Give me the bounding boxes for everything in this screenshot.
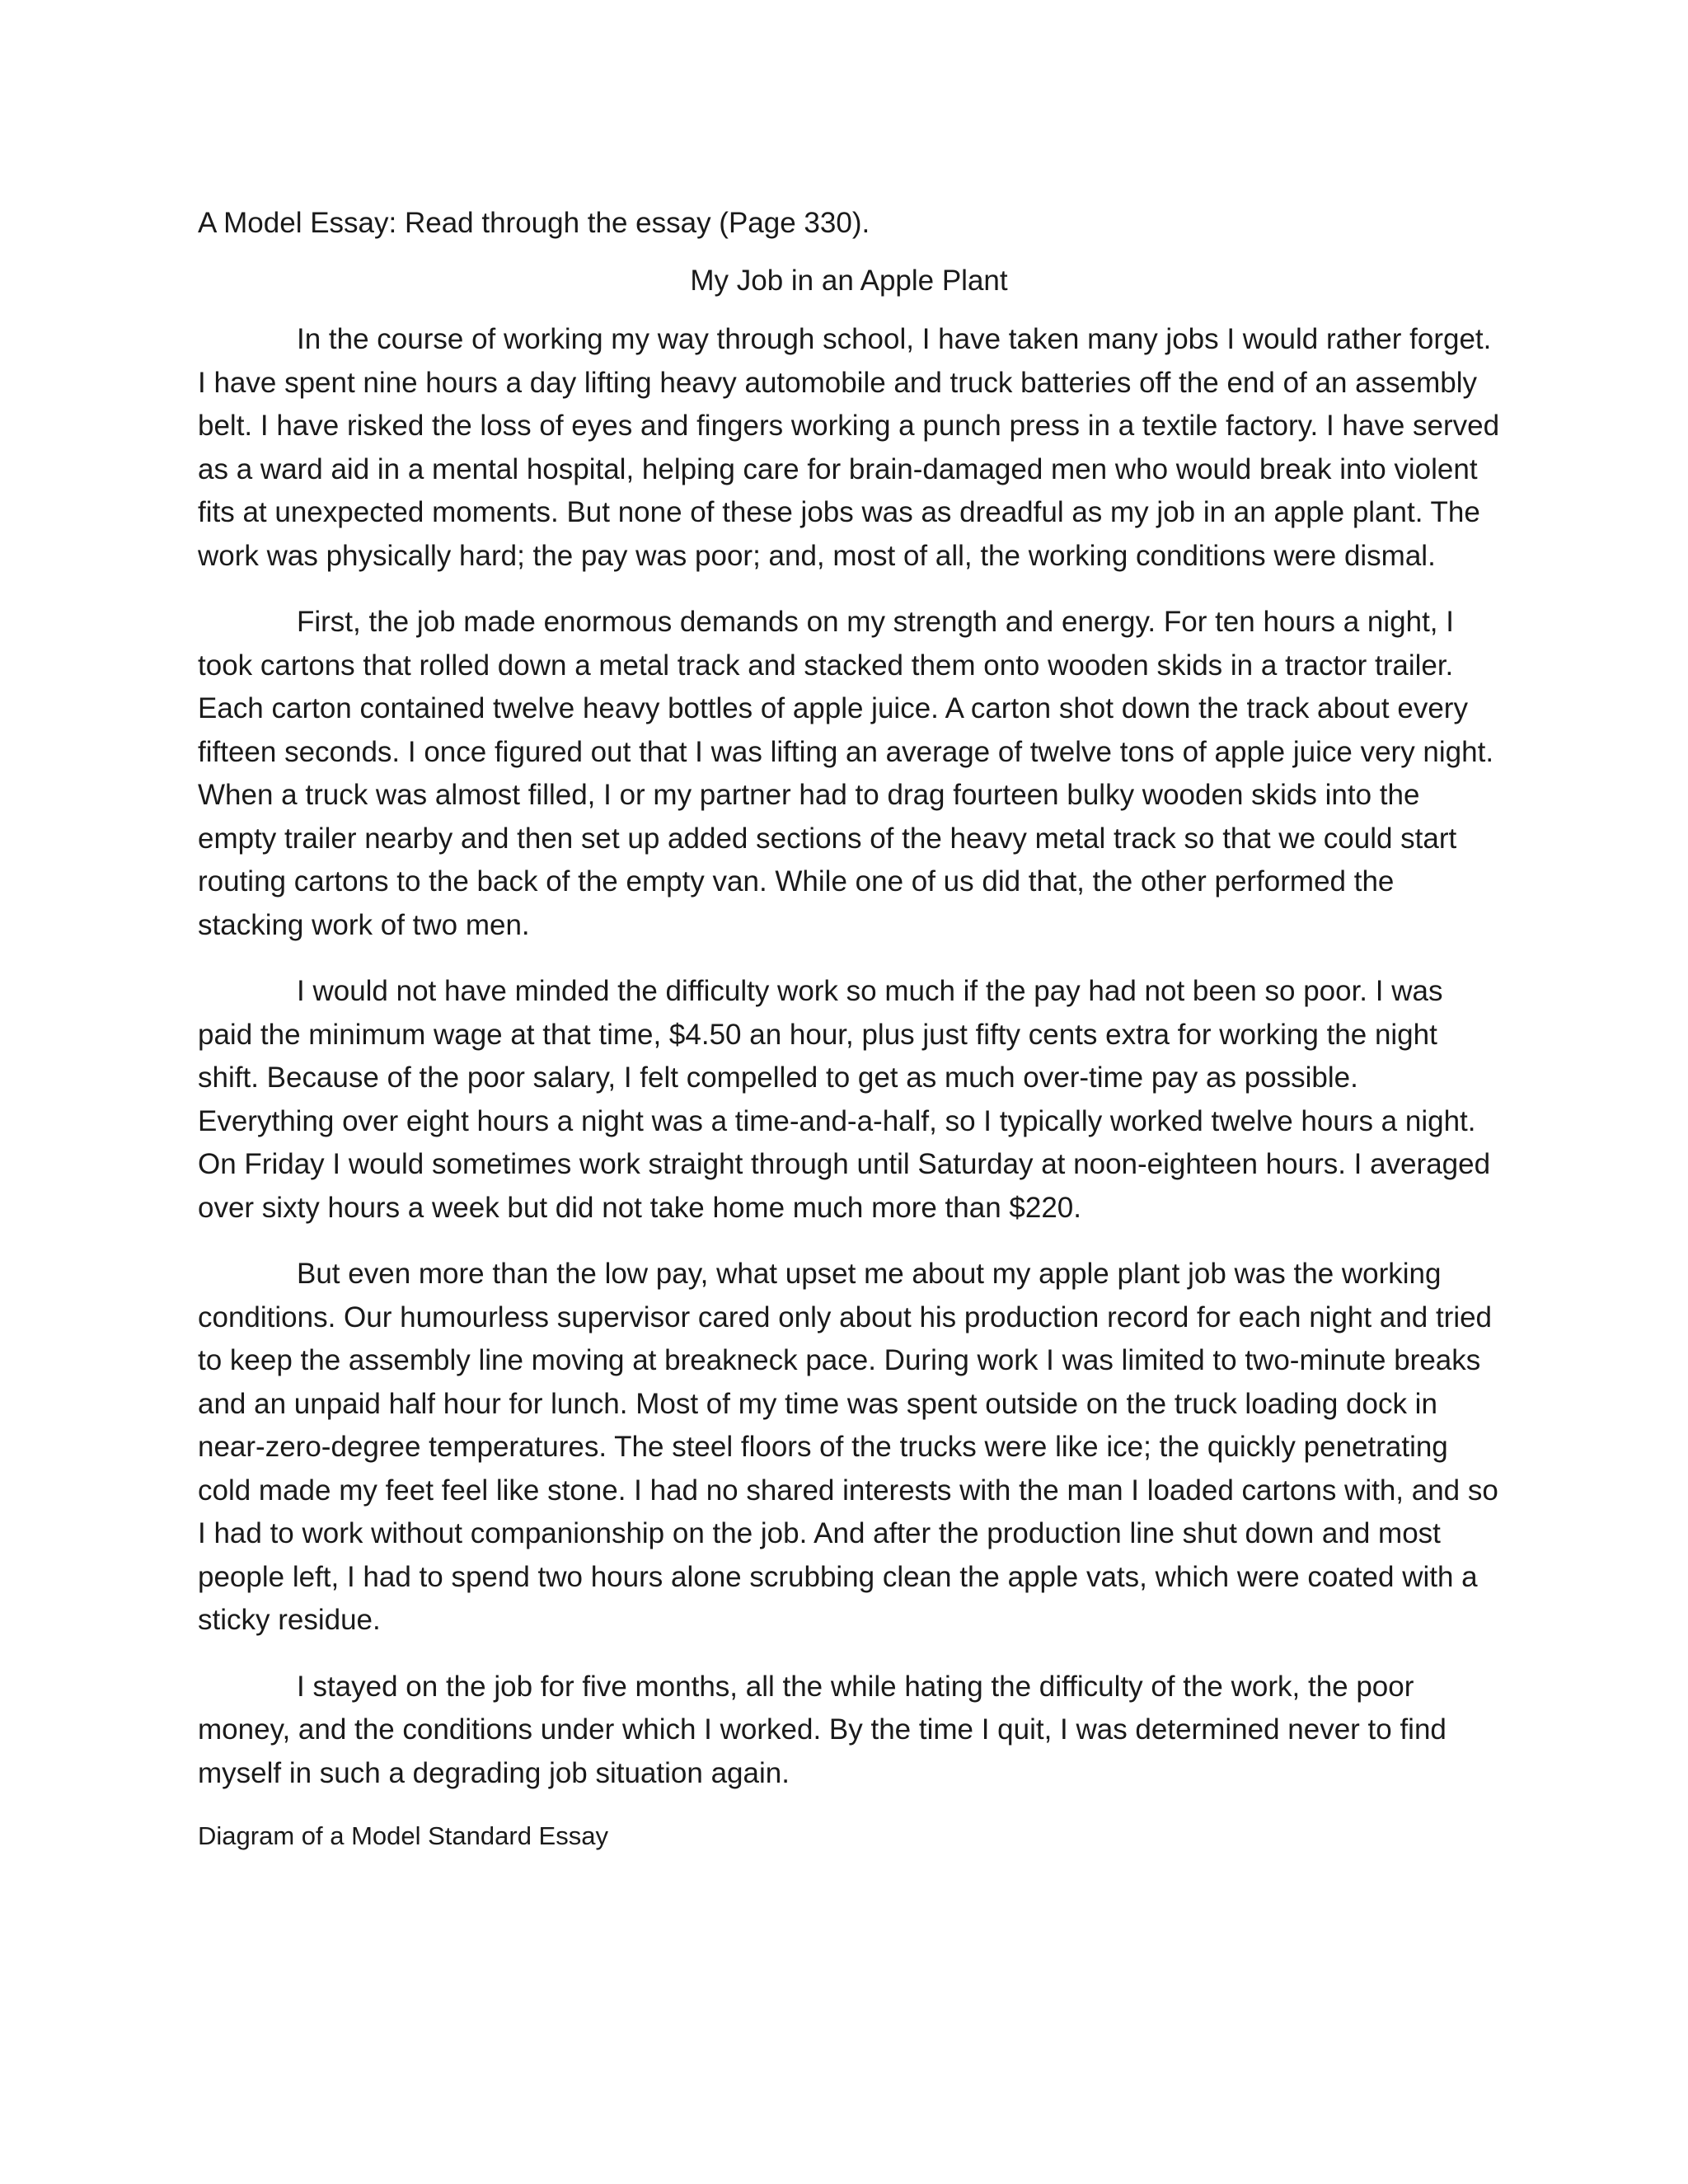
intro-line: A Model Essay: Read through the essay (Page 330). bbox=[198, 207, 870, 239]
essay-title: My Job in an Apple Plant bbox=[690, 265, 1008, 297]
document-body bbox=[198, 203, 1500, 1854]
essay-paragraph-5: I stayed on the job for five months, all the while hating the difficulty of the work, the poor money, and the conditions under which I worked. By the time I quit, I was determined never to find myself in such a degrading job situation again. bbox=[198, 1670, 1447, 1789]
essay-paragraph-1: In the course of working my way through school, I have taken many jobs I would rather forget. I have spent nine hours a day lifting heavy automobile and truck batteries off the end of an assembly belt. I have risked the loss of eyes and fingers working a punch press in a textile factory. I have served as a ward aid in a mental hospital, helping care for brain-damaged men who would break into violent fits at unexpected moments. But none of these jobs was as dreadful as my job in an apple plant. The work was physically hard; the pay was poor; and, most of all, the working conditions were dismal. bbox=[198, 323, 1500, 572]
diagram-label: Diagram of a Model Standard Essay bbox=[198, 1821, 608, 1850]
essay-paragraph-3: I would not have minded the difficulty work so much if the pay had not been so poor. I was paid the minimum wage at that time, $4.50 an hour, plus just fifty cents extra for working the night shift. Because of the poor salary, I felt compelled to get as much over-time pay as possible. Everything over eight hours a night was a time-and-a-half, so I typically worked twelve hours a night. On Friday I would sometimes work straight through until Saturday at noon-eighteen hours. I averaged over sixty hours a week but did not take home much more than $220. bbox=[198, 975, 1491, 1224]
essay-paragraph-2: First, the job made enormous demands on my strength and energy. For ten hours a night, I took cartons that rolled down a metal track and stacked them onto wooden skids in a tractor trailer. Each carton contained twelve heavy bottles of apple juice. A carton shot down the track about every fifteen seconds. I once figured out that I was lifting an average of twelve tons of apple juice very night. When a truck was almost filled, I or my partner had to drag fourteen bulky wooden skids into the empty trailer nearby and then set up added sections of the heavy metal track so that we could start routing cartons to the back of the empty van. While one of us did that, the other performed the stacking work of two men. bbox=[198, 606, 1494, 941]
essay-paragraph-4: But even more than the low pay, what upset me about my apple plant job was the working conditions. Our humourless supervisor cared only about his production record for each night and tried to keep the assembly line moving at breakneck pace. During work I was limited to two-minute breaks and an unpaid half hour for lunch. Most of my time was spent outside on the truck loading dock in near-zero-degree temperatures. The steel floors of the trucks were like ice; the quickly penetrating cold made my feet feel like stone. I had no shared interests with the man I loaded cartons with, and so I had to work without companionship on the job. And after the production line shut down and most people left, I had to spend two hours alone scrubbing clean the apple vats, which were coated with a sticky residue. bbox=[198, 1258, 1498, 1636]
